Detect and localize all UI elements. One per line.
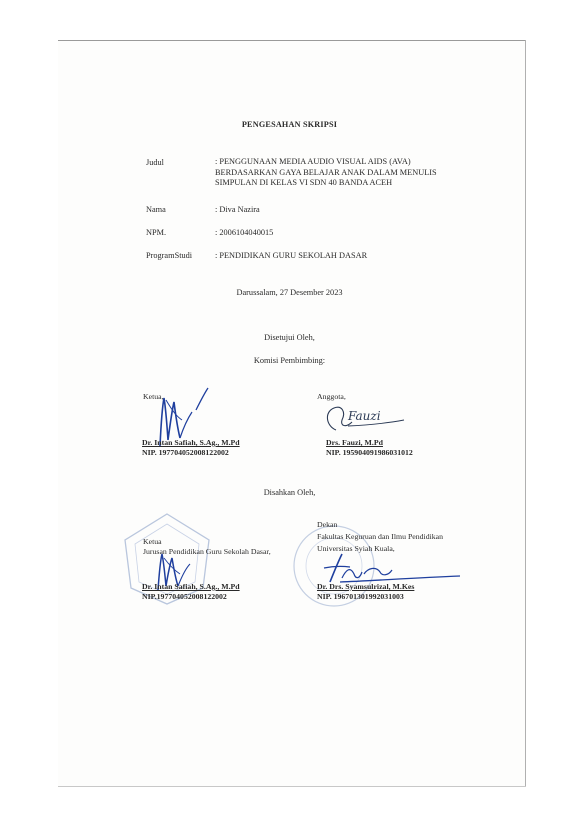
ketua-name: Dr. Intan Safiah, S.Ag., M.Pd xyxy=(142,438,240,447)
committee-label: Komisi Pembimbing: xyxy=(253,356,326,365)
document-page xyxy=(58,40,526,787)
page-edge-right xyxy=(525,40,526,787)
dekan-role: Dekan xyxy=(317,520,338,529)
field-value-program-studi: : PENDIDIKAN GURU SEKOLAH DASAR xyxy=(215,251,368,260)
dekan-nip: NIP. 196701301992031003 xyxy=(317,592,404,601)
field-value-judul: : PENGGUNAAN MEDIA AUDIO VISUAL AIDS (AVA) BERDASARKAN GAYA BELAJAR ANAK DALAM MENULIS SIMPULAN DI KELAS VI SDN 40 BANDA ACEH xyxy=(215,157,437,187)
anggota-nip: NIP. 195904091986031012 xyxy=(326,448,413,457)
kajur-name: Dr. Intan Safiah, S.Ag., M.Pd xyxy=(142,582,240,591)
document-title: PENGESAHAN SKRIPSI xyxy=(241,120,338,129)
kajur-unit: Jurusan Pendidikan Guru Sekolah Dasar, xyxy=(143,547,271,556)
field-label-nama: Nama xyxy=(146,205,166,214)
anggota-signature-text: Fauzi xyxy=(348,409,381,423)
anggota-signature xyxy=(318,398,408,438)
approved-by: Disetujui Oleh, xyxy=(264,333,315,342)
place-date: Darussalam, 27 Desember 2023 xyxy=(236,288,343,297)
field-value-npm: : 2006104040015 xyxy=(215,228,274,237)
kajur-role: Ketua xyxy=(143,537,162,546)
dekan-unit-2: Universitas Syiah Kuala, xyxy=(317,544,395,553)
field-label-npm: NPM. xyxy=(146,228,167,237)
dekan-name: Dr. Drs. Syamsulrizal, M.Kes xyxy=(317,582,415,591)
page-edge-top xyxy=(58,40,526,41)
ratified-by: Disahkan Oleh, xyxy=(263,488,316,497)
ketua-role: Ketua, xyxy=(143,392,164,401)
anggota-role: Anggota, xyxy=(317,392,346,401)
field-label-judul: Judul xyxy=(146,158,164,167)
field-label-program-studi: ProgramStudi xyxy=(146,251,193,260)
kajur-nip: NIP.197704052008122002 xyxy=(142,592,227,601)
page-edge-bottom xyxy=(58,786,526,787)
ketua-nip: NIP. 197704052008122002 xyxy=(142,448,229,457)
field-value-nama: : Diva Nazira xyxy=(215,205,260,214)
dekan-unit-1: Fakultas Keguruan dan Ilmu Pendidikan xyxy=(317,532,444,541)
anggota-name: Drs. Fauzi, M.Pd xyxy=(326,438,383,447)
